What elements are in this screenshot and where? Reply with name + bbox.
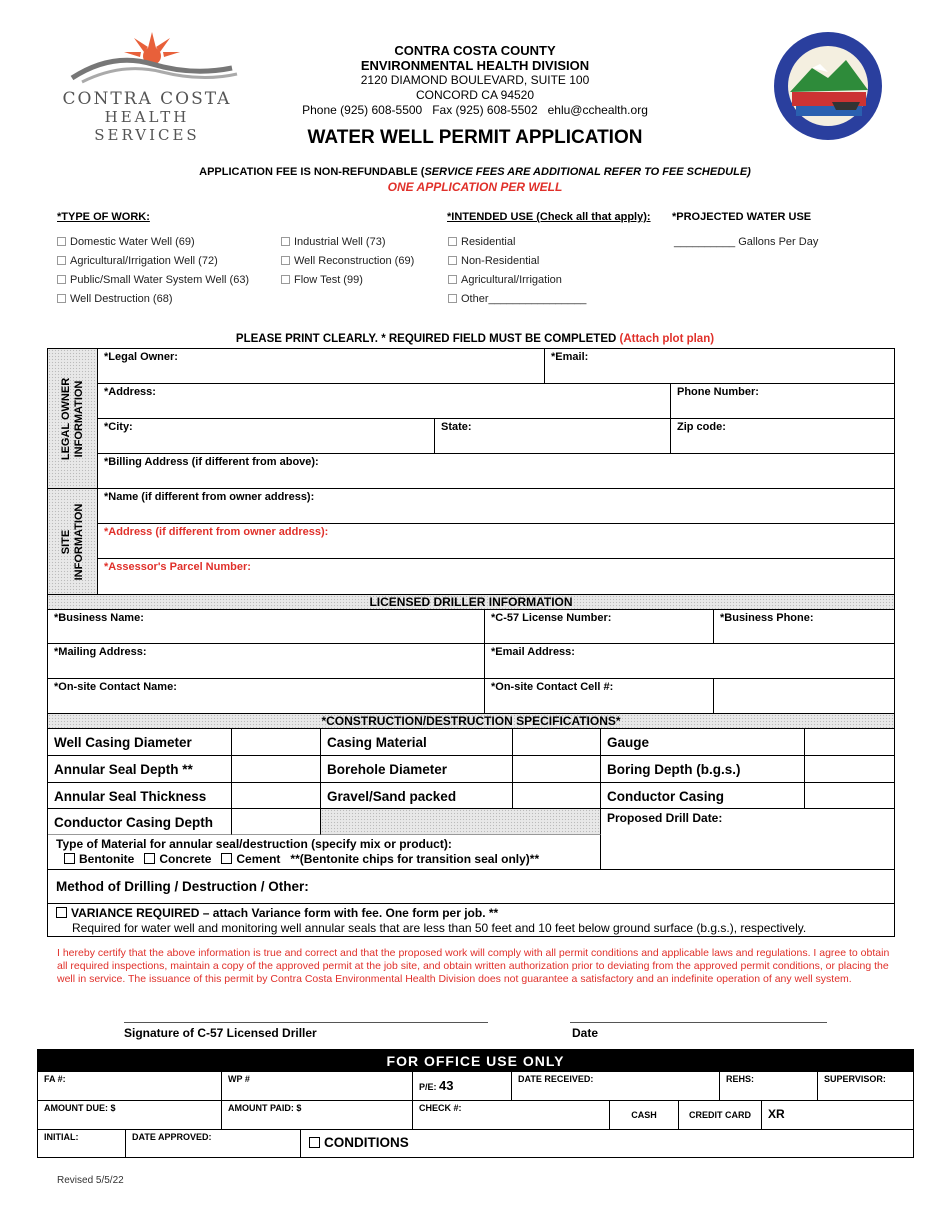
casing-diameter-label: Well Casing Diameter <box>48 729 232 756</box>
owner-phone-label: Phone Number: <box>677 386 759 398</box>
checkbox-icon <box>281 237 290 246</box>
drilling-method-field[interactable] <box>48 870 894 904</box>
material-type-field <box>48 835 601 870</box>
site-name-label: *Name (if different from owner address): <box>104 491 315 503</box>
owner-state-field[interactable] <box>435 419 671 454</box>
wp-number-field[interactable] <box>222 1072 413 1101</box>
driller-email-field[interactable] <box>485 644 894 679</box>
driller-table <box>47 594 895 714</box>
bentonite-note: **(Bentonite chips for transition seal only)** <box>290 852 540 866</box>
contact-cell-label: *On-site Contact Cell #: <box>491 681 614 693</box>
work-option-label: Industrial Well (73) <box>294 236 386 248</box>
owner-address-field[interactable] <box>98 384 671 419</box>
business-phone-label: *Business Phone: <box>720 612 814 624</box>
gravel-label: Gravel/Sand packed <box>321 783 513 809</box>
owner-email-field[interactable] <box>545 349 894 384</box>
work-option[interactable] <box>281 252 414 271</box>
logo-line1: CONTRA COSTA <box>62 89 232 109</box>
work-option[interactable] <box>57 271 249 290</box>
checkbox-icon <box>144 853 155 864</box>
variance-label: VARIANCE REQUIRED – attach Variance form with fee. One form per job. ** <box>71 906 499 920</box>
date-received-label: DATE RECEIVED: <box>518 1074 594 1084</box>
material-question: Type of Material for annular seal/destruction (specify mix or product): <box>56 837 452 851</box>
owner-email-label: *Email: <box>551 351 589 363</box>
specs-table <box>47 713 895 937</box>
agency-contact: Phone (925) 608-5500 Fax (925) 608-5502 ehlu@cchealth.org <box>302 103 648 117</box>
site-address-field[interactable] <box>98 524 894 559</box>
fee-notice <box>100 166 850 178</box>
agency-header <box>300 43 650 118</box>
work-option[interactable] <box>57 290 249 309</box>
borehole-label: Borehole Diameter <box>321 756 513 783</box>
rehs-label: REHS: <box>726 1074 755 1084</box>
checkbox-icon <box>448 237 457 246</box>
material-option[interactable] <box>221 852 280 866</box>
pe-value: 43 <box>439 1078 454 1093</box>
intended-use-heading: *INTENDED USE (Check all that apply): <box>447 211 651 223</box>
county-seal-icon <box>772 30 884 142</box>
billing-address-field[interactable] <box>98 454 894 489</box>
conditions-option[interactable] <box>301 1130 913 1157</box>
parcel-number-label: *Assessor's Parcel Number: <box>104 561 251 573</box>
office-use-table <box>37 1049 914 1158</box>
logo-sun-mountain-icon <box>52 30 242 85</box>
date-approved-field[interactable] <box>126 1130 301 1157</box>
date-received-field[interactable] <box>512 1072 720 1101</box>
one-per-well: ONE APPLICATION PER WELL <box>387 180 563 194</box>
contact-name-field[interactable] <box>48 679 485 713</box>
drilling-method-label: Method of Drilling / Destruction / Other: <box>56 879 309 894</box>
plot-plan-note: (Attach plot plan) <box>619 333 715 345</box>
type-of-work-heading: *TYPE OF WORK: <box>57 211 150 223</box>
shaded-cell <box>321 809 601 835</box>
owner-city-label: *City: <box>104 421 133 433</box>
cash-option[interactable] <box>610 1101 679 1130</box>
checkbox-icon <box>309 1137 320 1148</box>
amount-paid-label: AMOUNT PAID: $ <box>228 1103 302 1113</box>
material-option[interactable] <box>144 852 211 866</box>
checkbox-icon <box>221 853 232 864</box>
owner-state-label: State: <box>441 421 472 433</box>
type-of-work-col2 <box>281 233 414 290</box>
license-number-label: *C-57 License Number: <box>491 612 612 624</box>
gallons-per-day-field[interactable]: __________ Gallons Per Day <box>674 236 819 248</box>
business-name-field[interactable] <box>48 610 485 644</box>
owner-city-field[interactable] <box>98 419 435 454</box>
conductor-depth-input[interactable] <box>232 809 321 835</box>
county-seal <box>772 30 884 142</box>
checkbox-icon <box>57 256 66 265</box>
conductor-casing-input[interactable] <box>805 783 894 809</box>
pe-label: P/E: <box>419 1082 437 1092</box>
driller-heading: LICENSED DRILLER INFORMATION <box>48 595 894 610</box>
initial-label: INITIAL: <box>44 1132 79 1142</box>
contact-cell-field[interactable] <box>485 679 714 713</box>
signature-line[interactable] <box>124 1022 488 1023</box>
use-option[interactable] <box>448 290 586 309</box>
work-option-label: Domestic Water Well (69) <box>70 236 195 248</box>
checkbox-icon <box>281 256 290 265</box>
use-option-label: Residential <box>461 236 516 248</box>
checkbox-icon <box>281 275 290 284</box>
drill-date-label: Proposed Drill Date: <box>607 811 723 825</box>
license-number-field[interactable] <box>485 610 714 644</box>
drill-date-field[interactable] <box>601 809 894 870</box>
driller-email-label: *Email Address: <box>491 646 575 658</box>
credit-card-label: CREDIT CARD <box>689 1110 751 1120</box>
checkbox-icon <box>448 294 457 303</box>
credit-card-option[interactable] <box>679 1101 762 1130</box>
legal-owner-field[interactable] <box>98 349 545 384</box>
use-option[interactable] <box>448 233 586 252</box>
use-option-label: Non-Residential <box>461 255 540 267</box>
legal-owner-section-label <box>48 349 98 489</box>
supervisor-label: SUPERVISOR: <box>824 1074 886 1084</box>
site-label-text: SITE INFORMATION <box>59 503 85 580</box>
owner-site-table <box>47 348 895 595</box>
casing-material-input[interactable] <box>513 729 601 756</box>
work-option[interactable] <box>57 233 249 252</box>
division-name: ENVIRONMENTAL HEALTH DIVISION <box>360 58 590 73</box>
boring-depth-input[interactable] <box>805 756 894 783</box>
xr-option[interactable] <box>762 1101 913 1130</box>
material-option[interactable] <box>64 852 134 866</box>
casing-diameter-input[interactable] <box>232 729 321 756</box>
material-option-label: Concrete <box>159 852 212 866</box>
mailing-address-field[interactable] <box>48 644 485 679</box>
owner-phone-field[interactable] <box>671 384 894 419</box>
casing-material-label: Casing Material <box>321 729 513 756</box>
date-label: Date <box>572 1026 599 1040</box>
certification-text: I hereby certify that the above information is true and correct and that the proposed work will comply with all permit conditions and applicable laws and regulations. I agree to obtain all required inspections, maintain a copy of the approved permit at the job site, and obtain written authorization prior to deviating from the approved permit conditions, or placing the well in service. The issuance of this permit by Contra Costa Environmental Health Division does not guarantee a satisfactory and an indefinite operation of any well system. <box>57 947 890 985</box>
fee-notice-italic: SERVICE FEES ARE ADDITIONAL REFER TO FEE SCHEDULE) <box>424 166 751 178</box>
date-approved-label: DATE APPROVED: <box>132 1132 212 1142</box>
use-option-label: Agricultural/Irrigation <box>461 274 562 286</box>
seal-thickness-label: Annular Seal Thickness <box>48 783 232 809</box>
site-section-label <box>48 489 98 594</box>
page-title: WATER WELL PERMIT APPLICATION <box>307 127 643 148</box>
work-option[interactable] <box>281 271 414 290</box>
wp-number-label: WP # <box>228 1074 250 1084</box>
variance-field <box>48 904 894 936</box>
fee-notice-text: APPLICATION FEE IS NON-REFUNDABLE ( <box>199 166 425 178</box>
owner-zip-field[interactable] <box>671 419 894 454</box>
date-line[interactable] <box>570 1022 827 1023</box>
work-option-label: Flow Test (99) <box>294 274 363 286</box>
work-option-label: Well Destruction (68) <box>70 293 173 305</box>
gauge-label: Gauge <box>601 729 805 756</box>
checkbox-icon <box>57 294 66 303</box>
cash-label: CASH <box>631 1110 657 1120</box>
pe-field[interactable] <box>413 1072 512 1101</box>
logo-line2: HEALTH SERVICES <box>94 108 200 144</box>
checkbox-icon <box>57 275 66 284</box>
check-number-field[interactable] <box>413 1101 610 1130</box>
work-option-label: Well Reconstruction (69) <box>294 255 415 267</box>
boring-depth-label: Boring Depth (b.g.s.) <box>601 756 805 783</box>
owner-zip-label: Zip code: <box>677 421 726 433</box>
xr-label: XR <box>768 1107 785 1121</box>
projected-use-heading: *PROJECTED WATER USE <box>672 211 812 223</box>
intended-use-options <box>448 233 586 309</box>
agency-logo <box>52 30 242 144</box>
fa-number-field[interactable] <box>38 1072 222 1101</box>
supervisor-field[interactable] <box>818 1072 913 1101</box>
site-name-field[interactable] <box>98 489 894 524</box>
specs-heading: *CONSTRUCTION/DESTRUCTION SPECIFICATIONS* <box>48 714 894 729</box>
amount-due-label: AMOUNT DUE: $ <box>44 1103 116 1113</box>
check-number-label: CHECK #: <box>419 1103 462 1113</box>
county-name: CONTRA COSTA COUNTY <box>394 43 556 58</box>
seal-depth-input[interactable] <box>232 756 321 783</box>
material-option-label: Bentonite <box>79 852 135 866</box>
legal-owner-label-text: LEGAL OWNER INFORMATION <box>59 377 85 460</box>
legal-owner-label: *Legal Owner: <box>104 351 178 363</box>
contact-cell-extra[interactable] <box>714 679 894 713</box>
variance-option[interactable] <box>56 906 888 921</box>
agency-address1: 2120 DIAMOND BOULEVARD, SUITE 100 <box>360 73 590 87</box>
gauge-input[interactable] <box>805 729 894 756</box>
work-option-label: Agricultural/Irrigation Well (72) <box>70 255 218 267</box>
agency-address2: CONCORD CA 94520 <box>415 88 535 102</box>
use-option[interactable] <box>448 271 586 290</box>
billing-address-label: *Billing Address (if different from above): <box>104 456 319 468</box>
fa-number-label: FA #: <box>44 1074 66 1084</box>
office-use-heading: FOR OFFICE USE ONLY <box>38 1050 913 1072</box>
initial-field[interactable] <box>38 1130 126 1157</box>
print-notice-text: PLEASE PRINT CLEARLY. * REQUIRED FIELD MUST BE COMPLETED <box>235 333 620 345</box>
type-of-work-col1 <box>57 233 249 309</box>
variance-note: Required for water well and monitoring well annular seals that are less than 50 feet and 10 feet below ground surface (b.g.s.), respectively. <box>72 921 807 935</box>
checkbox-icon <box>448 275 457 284</box>
business-phone-field[interactable] <box>714 610 894 644</box>
parcel-number-field[interactable] <box>98 559 894 594</box>
work-option-label: Public/Small Water System Well (63) <box>70 274 250 286</box>
work-option[interactable] <box>281 233 414 252</box>
seal-depth-label: Annular Seal Depth ** <box>48 756 232 783</box>
checkbox-icon <box>57 237 66 246</box>
business-name-label: *Business Name: <box>54 612 144 624</box>
checkbox-icon <box>448 256 457 265</box>
print-notice <box>100 333 850 345</box>
use-option[interactable] <box>448 252 586 271</box>
rehs-field[interactable] <box>720 1072 818 1101</box>
contact-name-label: *On-site Contact Name: <box>54 681 177 693</box>
conditions-label: CONDITIONS <box>324 1135 409 1150</box>
borehole-input[interactable] <box>513 756 601 783</box>
gravel-input[interactable] <box>513 783 601 809</box>
conductor-depth-label: Conductor Casing Depth <box>48 809 232 835</box>
revised-date: Revised 5/5/22 <box>57 1175 124 1186</box>
owner-address-label: *Address: <box>104 386 156 398</box>
mailing-address-label: *Mailing Address: <box>54 646 147 658</box>
work-option[interactable] <box>57 252 249 271</box>
seal-thickness-input[interactable] <box>232 783 321 809</box>
signature-label: Signature of C-57 Licensed Driller <box>124 1026 317 1040</box>
amount-paid-field[interactable] <box>222 1101 413 1130</box>
site-address-label: *Address (if different from owner address): <box>104 526 329 538</box>
material-option-label: Cement <box>236 852 281 866</box>
use-option-label: Other________________ <box>461 293 587 305</box>
amount-due-field[interactable] <box>38 1101 222 1130</box>
conductor-casing-label: Conductor Casing <box>601 783 805 809</box>
checkbox-icon <box>64 853 75 864</box>
checkbox-icon <box>56 907 67 918</box>
